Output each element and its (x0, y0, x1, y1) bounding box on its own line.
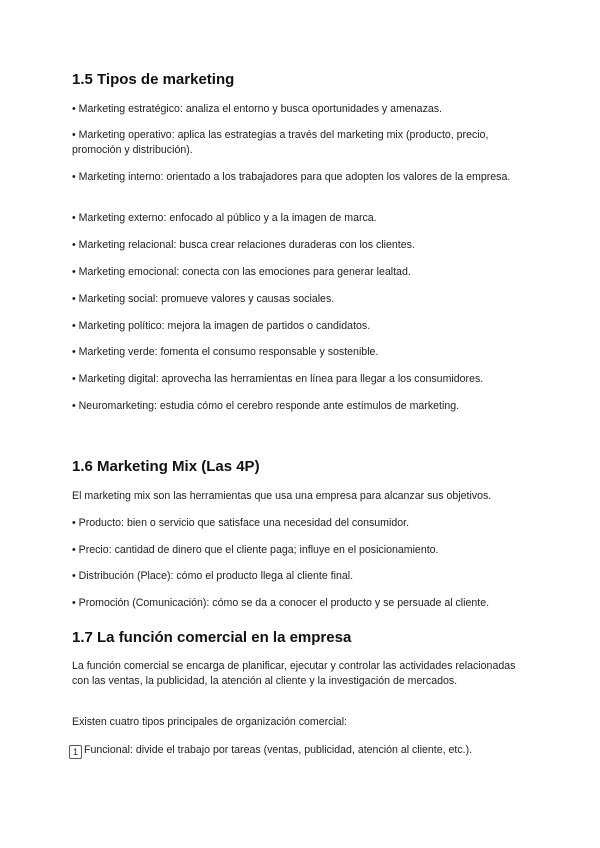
numbered-item-funcional-text: Funcional: divide el trabajo por tareas (ventas, publicidad, atención al cliente, etc.). (84, 744, 473, 756)
list-item-politico: • Marketing político: mejora la imagen de partidos o candidatos. (72, 320, 371, 332)
list-item-precio: • Precio: cantidad de dinero que el cliente paga; influye en el posicionamiento. (72, 544, 439, 556)
numbered-item-funcional (69, 743, 529, 759)
list-item-externo: • Marketing externo: enfocado al público y a la imagen de marca. (72, 212, 377, 224)
list-item-digital: • Marketing digital: aprovecha las herramientas en línea para llegar a los consumidores. (72, 373, 484, 385)
section-heading-marketing-mix: 1.6 Marketing Mix (Las 4P) (72, 458, 260, 475)
paragraph-tipos-organizacion: Existen cuatro tipos principales de organización comercial: (72, 716, 347, 728)
section-heading-tipos-marketing: 1.5 Tipos de marketing (72, 71, 235, 88)
list-item-producto: • Producto: bien o servicio que satisface una necesidad del consumidor. (72, 517, 410, 529)
list-item-relacional: • Marketing relacional: busca crear relaciones duraderas con los clientes. (72, 239, 415, 251)
section-heading-funcion-comercial: 1.7 La función comercial en la empresa (72, 629, 352, 646)
list-item-neuromarketing: • Neuromarketing: estudia cómo el cerebro responde ante estímulos de marketing. (72, 400, 460, 412)
list-item-verde: • Marketing verde: fomenta el consumo responsable y sostenible. (72, 346, 379, 358)
list-item-operativo: • Marketing operativo: aplica las estrategias a través del marketing mix (producto, precio, promoción y distribución). (72, 129, 489, 156)
list-item-interno: • Marketing interno: orientado a los trabajadores para que adopten los valores de la empresa. (72, 171, 511, 183)
list-item-distribucion: • Distribución (Place): cómo el producto llega al cliente final. (72, 570, 354, 582)
list-item-social: • Marketing social: promueve valores y causas sociales. (72, 293, 335, 305)
paragraph-marketing-mix-intro: El marketing mix son las herramientas que usa una empresa para alcanzar sus objetivos. (72, 490, 492, 502)
number-one-badge: 1 (69, 745, 82, 759)
list-item-estrategico: • Marketing estratégico: analiza el entorno y busca oportunidades y amenazas. (72, 103, 442, 115)
paragraph-funcion-comercial: La función comercial se encarga de planificar, ejecutar y controlar las actividades relacionadas con las ventas, la publicidad, la atención al cliente y la investigación de mercados. (72, 660, 516, 687)
list-item-emocional: • Marketing emocional: conecta con las emociones para generar lealtad. (72, 266, 411, 278)
list-item-promocion: • Promoción (Comunicación): cómo se da a conocer el producto y se persuade al cliente. (72, 597, 490, 609)
